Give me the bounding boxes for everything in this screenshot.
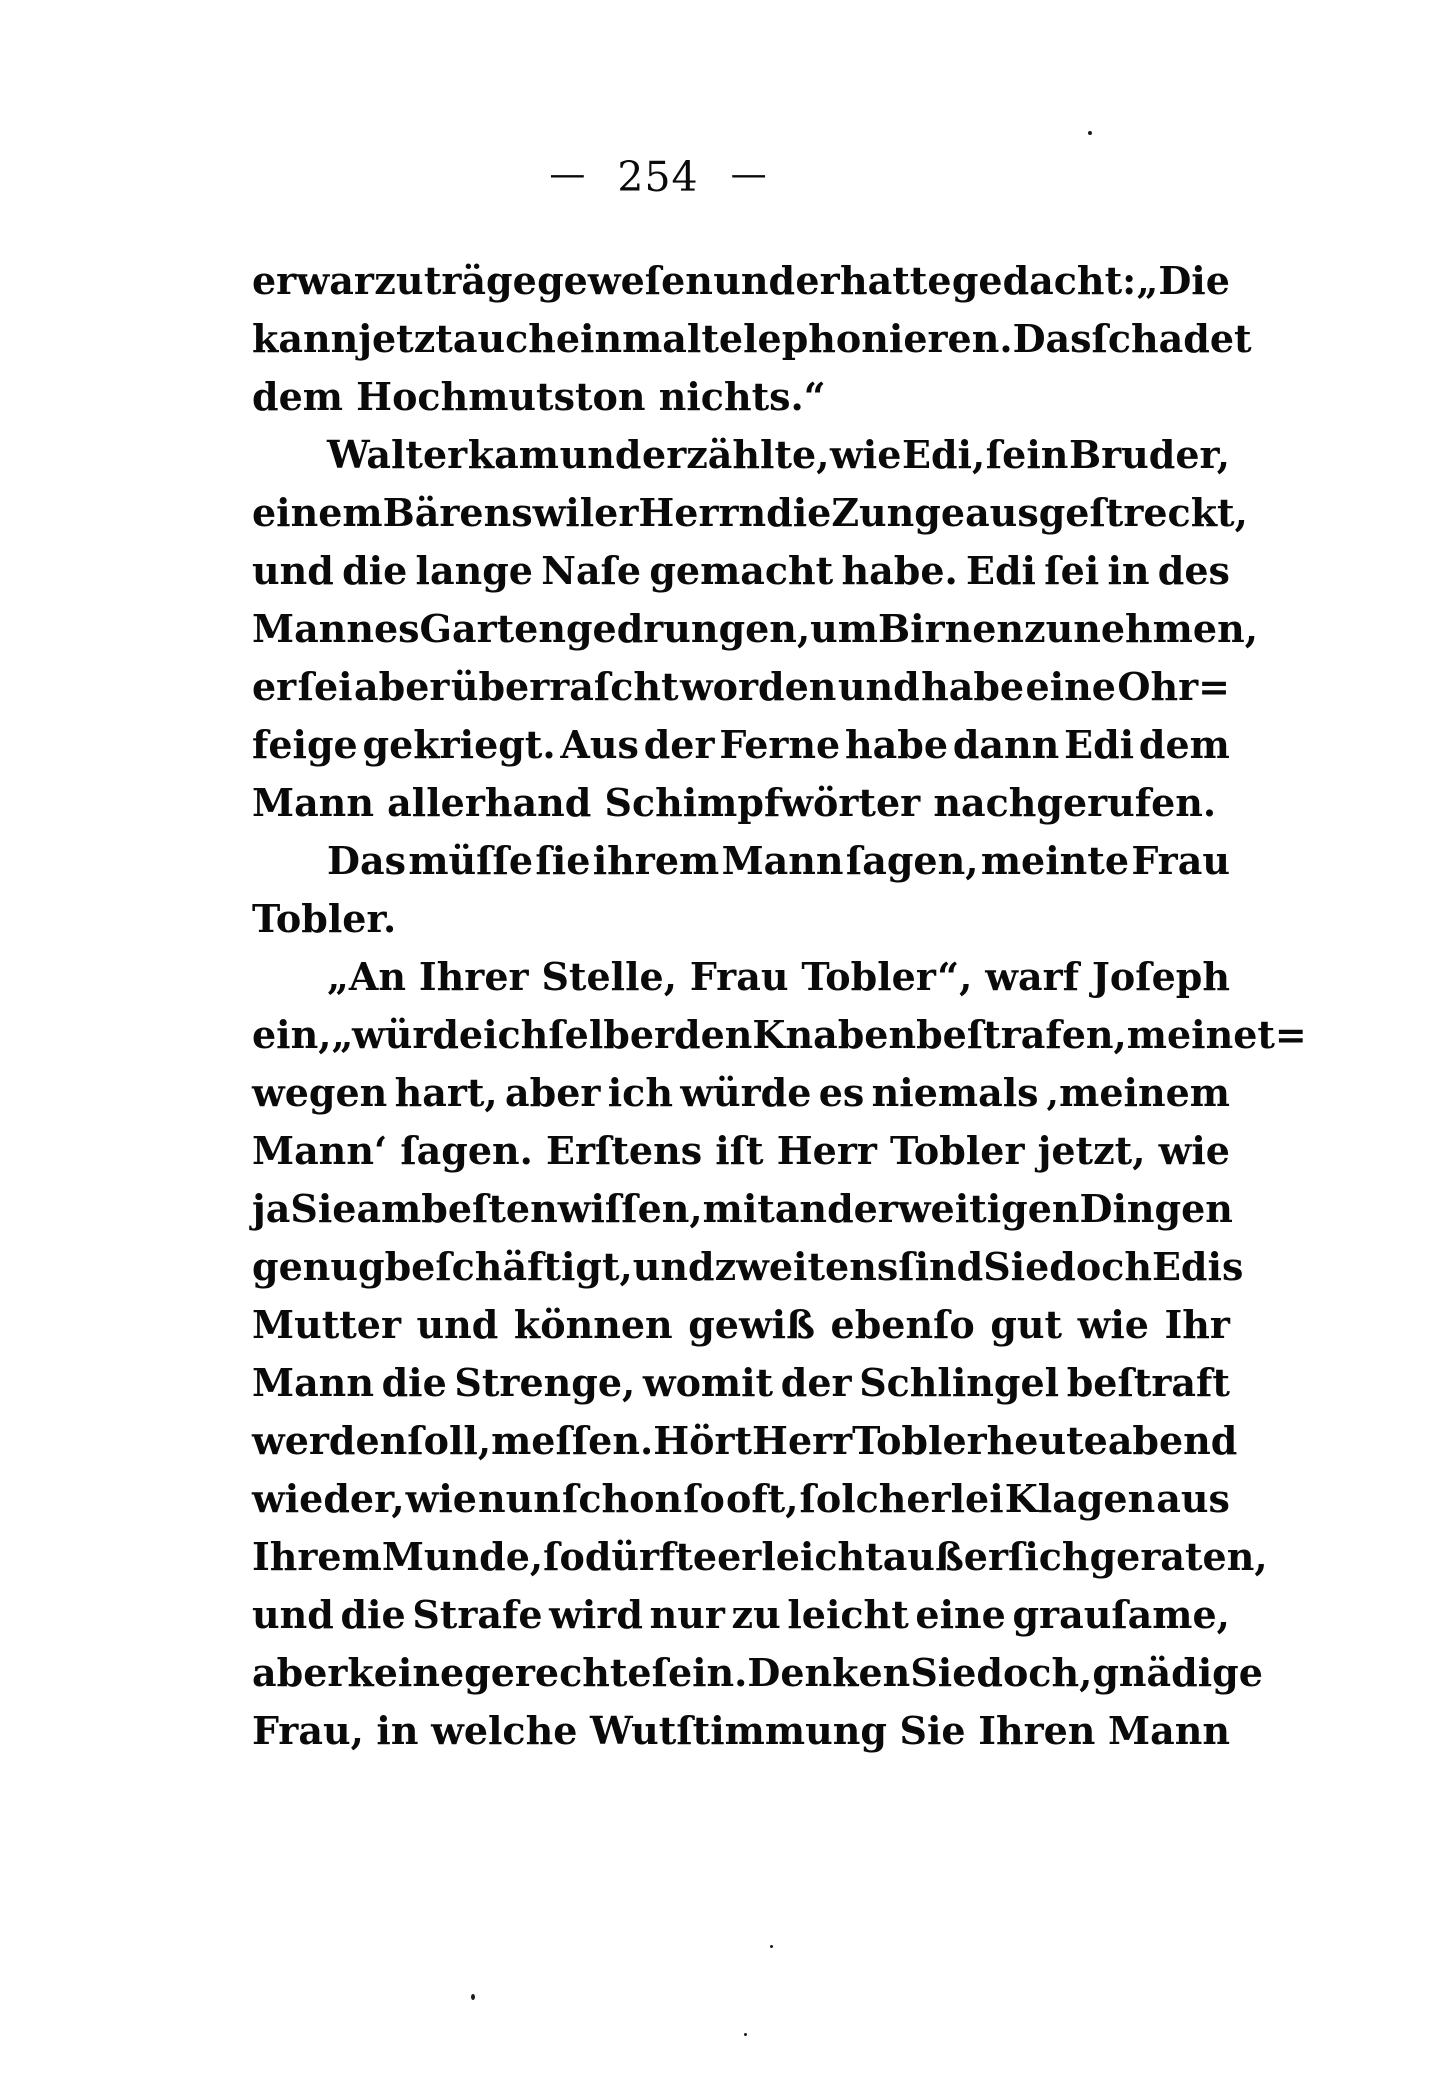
word: am (356, 1186, 422, 1231)
word: einem (252, 490, 383, 535)
word: Das (327, 838, 406, 883)
word: ſich (1008, 1534, 1090, 1579)
text-line (252, 716, 1230, 774)
word: Birnen (878, 606, 1025, 651)
word: worden (679, 664, 837, 709)
word: Herrn (638, 490, 767, 535)
word: den (674, 1012, 753, 1057)
page-header (0, 152, 1379, 202)
word: genug (252, 1244, 385, 1289)
word: träge (423, 258, 537, 303)
word: ſo (683, 1476, 725, 1521)
word: ein, (252, 1012, 332, 1057)
word: Sie (899, 1708, 966, 1753)
word: leicht (761, 1534, 883, 1579)
word: ihrem (592, 838, 720, 883)
word: müſſe (408, 838, 534, 883)
word: die (381, 1360, 447, 1405)
word: anderweitigen (774, 1186, 1080, 1231)
word: beſtraft (1066, 1360, 1230, 1405)
word: zu (731, 1592, 781, 1637)
word: ſei (297, 664, 353, 709)
word: wie (1158, 1128, 1230, 1173)
text-line (252, 948, 1230, 1006)
header-dash-right: — (730, 154, 767, 195)
word: Herr (752, 1418, 853, 1463)
word: die (766, 490, 832, 535)
word: und (632, 1244, 715, 1289)
word: Frau (689, 954, 789, 999)
word: Sie (290, 1186, 357, 1231)
text-line (252, 658, 1230, 716)
word: und (252, 548, 334, 593)
word: Edi (1064, 722, 1135, 767)
word: gerechte (464, 1650, 652, 1695)
word: Aus (560, 722, 639, 767)
word: ich (483, 1012, 549, 1057)
word: ſchon (562, 1476, 683, 1521)
word: Ihr (1164, 1302, 1230, 1347)
word: beſchäftigt, (384, 1244, 633, 1289)
word: „An (327, 954, 406, 999)
word: gut (990, 1302, 1063, 1347)
word: Mann (1108, 1708, 1230, 1753)
word: telephonieren. (701, 316, 1013, 361)
word: Munde, (381, 1534, 544, 1579)
word: gedacht: (951, 258, 1137, 303)
word: lange (415, 548, 533, 593)
word: überraſcht (450, 664, 679, 709)
word: hart, (394, 1070, 498, 1115)
word: heute (986, 1418, 1108, 1463)
word: ſagen. (400, 1128, 533, 1173)
text-line (252, 252, 1230, 310)
word: Ohr= (1117, 664, 1230, 709)
word: Bruder, (1069, 432, 1230, 477)
word: ſei (1044, 548, 1100, 593)
word: aber (505, 1070, 601, 1115)
word: ſoll, (407, 1418, 492, 1463)
word: ja (252, 1186, 291, 1231)
word: Mannes (252, 606, 420, 651)
word: und (416, 1302, 499, 1347)
word: wiſſen, (557, 1186, 703, 1231)
word: er (252, 258, 297, 303)
text-line (252, 1586, 1230, 1644)
word: Mann (252, 1360, 374, 1405)
word: wegen (252, 1070, 388, 1115)
word: kam (467, 432, 559, 477)
text-line (252, 1122, 1230, 1180)
word: um (810, 606, 879, 651)
word: können (513, 1302, 673, 1347)
word: jetzt (358, 316, 453, 361)
word: die (340, 1592, 406, 1637)
word: aber (354, 664, 450, 709)
word: Ihrem (252, 1534, 382, 1579)
word: Tobler“, (801, 954, 973, 999)
word: gnädige (1092, 1650, 1263, 1695)
text-line: Tobler. (252, 896, 397, 941)
word: ſein (985, 432, 1069, 477)
word: wie (830, 432, 902, 477)
word: der (643, 722, 715, 767)
word: Strenge, (454, 1360, 636, 1405)
word: Knaben (752, 1012, 917, 1057)
text-line (252, 484, 1248, 542)
word: kann (252, 316, 359, 361)
word: Tobler (852, 1418, 987, 1463)
word: Mutter (252, 1302, 401, 1347)
word: „Die (1136, 258, 1230, 303)
word: Sie (910, 1650, 977, 1695)
word: Bärenswiler (382, 490, 639, 535)
word: ſagen, (845, 838, 979, 883)
text-line (252, 426, 1230, 484)
word: Frau, (252, 1708, 364, 1753)
word: der (780, 1360, 852, 1405)
word: und (252, 1592, 334, 1637)
text-line (252, 542, 1230, 600)
word: gewiß (688, 1302, 815, 1347)
word: geweſen (537, 258, 713, 303)
word: Mann‘ (252, 1128, 388, 1173)
word: des (1157, 548, 1230, 593)
word: feige (252, 722, 358, 767)
word: einmal (555, 316, 702, 361)
word: gedrungen, (565, 606, 811, 651)
word: Joſeph (1091, 954, 1230, 999)
word: abend (1107, 1418, 1238, 1463)
word: Ihren (978, 1708, 1096, 1753)
word: Strafe (412, 1592, 543, 1637)
word: meſſen. (491, 1418, 654, 1463)
word: Frau (1131, 838, 1230, 883)
word: würde (680, 1070, 812, 1115)
word: beſtrafen, (916, 1012, 1127, 1057)
word: eine (1025, 664, 1116, 709)
word: auch (452, 316, 556, 361)
word: Zunge (831, 490, 966, 535)
word: oft, (725, 1476, 799, 1521)
text-line (252, 1354, 1230, 1412)
word: nehmen, (1073, 606, 1258, 651)
word: niemals (871, 1070, 1039, 1115)
ink-speck (471, 1994, 475, 2000)
word: ſo (543, 1534, 585, 1579)
word: dem (1138, 722, 1230, 767)
word: ſelber (548, 1012, 675, 1057)
text-line (252, 310, 1252, 368)
word: Sie (983, 1244, 1050, 1289)
word: „würde (331, 1012, 484, 1057)
word: er (717, 1534, 762, 1579)
word: Klagen (1004, 1476, 1156, 1521)
text-line: dem Hochmutston nichts.“ (252, 374, 826, 419)
text-line (252, 1238, 1244, 1296)
word: iſt (715, 1128, 764, 1173)
word: erzählte, (642, 432, 830, 477)
word: Denken (747, 1650, 911, 1695)
word: in (1107, 548, 1150, 593)
word: Garten (419, 606, 566, 651)
word: Edi (965, 548, 1036, 593)
word: jetzt, (1037, 1128, 1146, 1173)
word: ſein. (651, 1650, 748, 1695)
word: aus (1156, 1476, 1230, 1521)
word: in (376, 1708, 419, 1753)
word: geraten, (1089, 1534, 1268, 1579)
word: meinte (980, 838, 1129, 883)
word: beſten (421, 1186, 558, 1231)
word: Naſe (541, 548, 642, 593)
word: Edis (1151, 1244, 1244, 1289)
word: ebenſo (830, 1302, 975, 1347)
word: gemacht (649, 548, 834, 593)
word: warf (985, 954, 1079, 999)
word: mit (702, 1186, 775, 1231)
word: Tobler (890, 1128, 1025, 1173)
word: Ihrer (418, 954, 529, 999)
word: hatte (839, 258, 952, 303)
word: Erſtens (546, 1128, 703, 1173)
word: und (713, 258, 796, 303)
word: Mann (721, 838, 844, 883)
ink-speck (1088, 131, 1092, 135)
word: Dingen (1079, 1186, 1233, 1231)
text-line (252, 1412, 1238, 1470)
text-line (252, 1470, 1230, 1528)
word: wie (1077, 1302, 1149, 1347)
ink-speck (770, 1945, 773, 1948)
text-line: Mann allerhand Schimpfwörter nachgerufen. (252, 780, 1217, 825)
text-line (252, 1702, 1230, 1760)
word: habe. (841, 548, 958, 593)
word: welche (431, 1708, 578, 1753)
word: und (837, 664, 920, 709)
word: Walter (327, 432, 468, 477)
word: nur (649, 1592, 725, 1637)
word: leicht (787, 1592, 909, 1637)
word: Ferne (719, 722, 841, 767)
word: zu (1024, 606, 1074, 651)
word: Schlingel (859, 1360, 1060, 1405)
word: ſchadet (1091, 316, 1252, 361)
word: Hört (653, 1418, 753, 1463)
text-line (252, 1296, 1230, 1354)
word: meinet= (1126, 1012, 1307, 1057)
word: wieder, (252, 1476, 405, 1521)
word: ausgeſtreckt, (965, 490, 1248, 535)
body-text (252, 252, 1307, 1760)
text-line (252, 1180, 1233, 1238)
word: nun (478, 1476, 561, 1521)
word: Herr (776, 1128, 877, 1173)
text-line (252, 1064, 1230, 1122)
word: habe (845, 722, 949, 767)
page-number: 254 (617, 153, 699, 201)
word: war (296, 258, 374, 303)
word: habe (921, 664, 1025, 709)
word: gekriegt. (362, 722, 556, 767)
word: ſie (535, 838, 591, 883)
word: die (342, 548, 408, 593)
text-line (252, 832, 1230, 890)
word: er (795, 258, 840, 303)
word: Edi, (901, 432, 986, 477)
text-line (252, 1528, 1268, 1586)
word: außer (882, 1534, 1009, 1579)
word: zweitens (714, 1244, 899, 1289)
word: ſind (898, 1244, 984, 1289)
word: Wutſtimmung (590, 1708, 887, 1753)
text-line (252, 1644, 1263, 1702)
word: ſolcherlei (799, 1476, 1004, 1521)
text-line (252, 600, 1258, 658)
word: wird (549, 1592, 643, 1637)
word: grauſame, (1012, 1592, 1230, 1637)
word: zu (374, 258, 424, 303)
word: es (818, 1070, 865, 1115)
ink-speck (744, 2033, 747, 2036)
word: aber (252, 1650, 348, 1695)
word: Das (1012, 316, 1092, 361)
word: doch (1049, 1244, 1152, 1289)
header-dash-left: — (549, 154, 586, 195)
word: er (252, 664, 297, 709)
text-line (252, 1006, 1307, 1064)
word: wie (405, 1476, 477, 1521)
word: werden (252, 1418, 408, 1463)
word: womit (642, 1360, 774, 1405)
word: Stelle, (541, 954, 677, 999)
word: doch, (976, 1650, 1093, 1695)
word: eine (915, 1592, 1006, 1637)
word: und (559, 432, 642, 477)
word: ich (607, 1070, 673, 1115)
word: dürfte (584, 1534, 718, 1579)
word: ‚meinem (1045, 1070, 1230, 1115)
word: keine (347, 1650, 465, 1695)
word: dann (952, 722, 1060, 767)
